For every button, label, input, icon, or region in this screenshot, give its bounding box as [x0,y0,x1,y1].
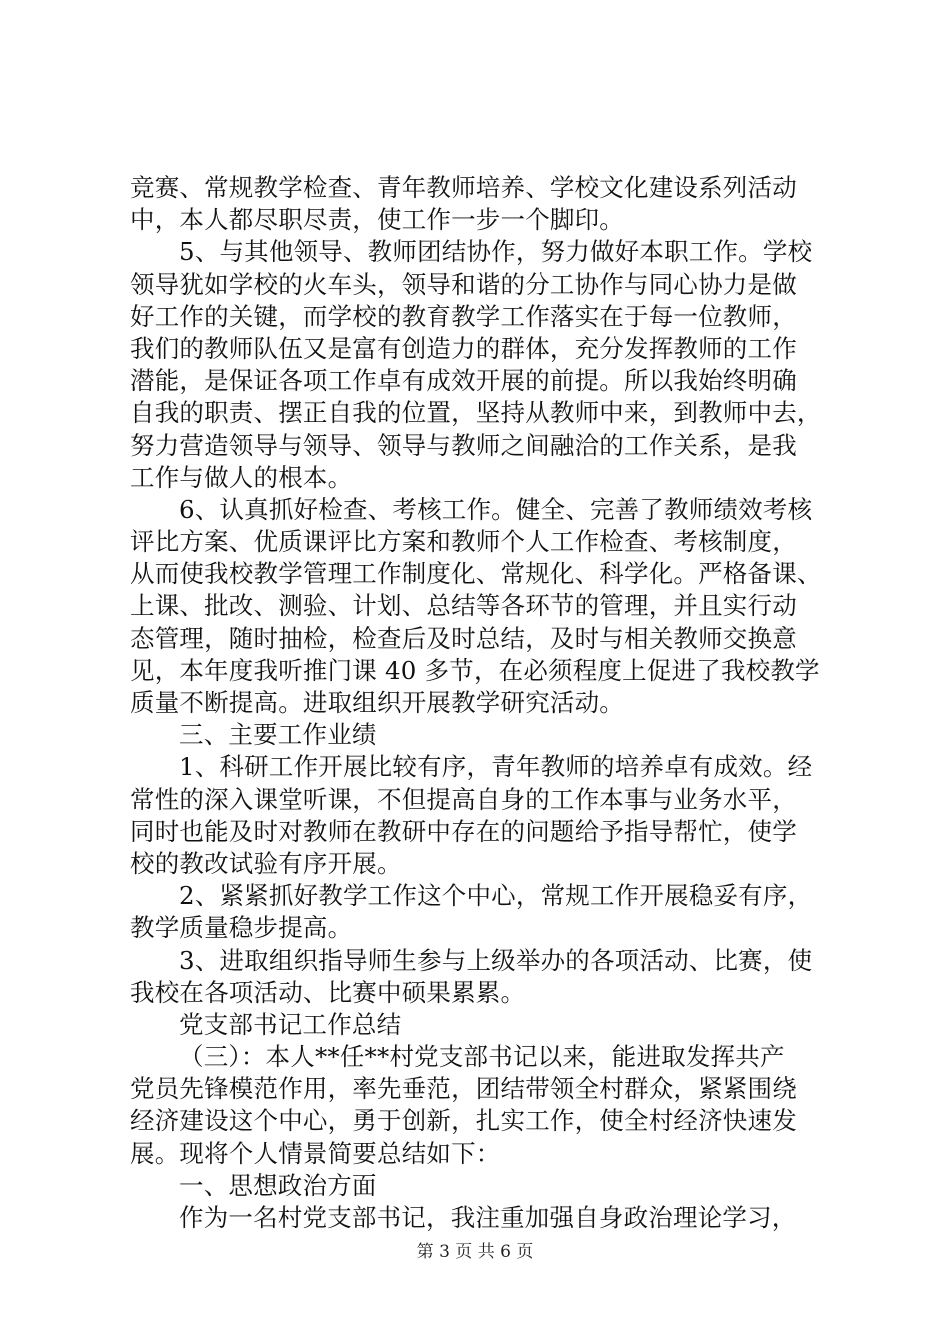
text-line: 从而使我校教学管理工作制度化、常规化、科学化。严格备课、 [130,559,822,589]
text-line: 一、思想政治方面 [179,1170,377,1200]
text-line: 我校在各项活动、比赛中硕果累累。 [130,977,526,1007]
text-line: 6、认真抓好检查、考核工作。健全、完善了教师绩效考核 [179,494,813,524]
text-line: 潜能，是保证各项工作卓有成效开展的前提。所以我始终明确 [130,366,797,396]
text-line: 1、科研工作开展比较有序，青年教师的培养卓有成效。经 [179,752,813,782]
text-line: 校的教改试验有序开展。 [130,848,402,878]
document-body [130,172,830,1234]
page-footer: 第 3 页 共 6 页 [416,1242,534,1262]
text-line: 我们的教师队伍又是富有创造力的群体，充分发挥教师的工作 [130,333,797,363]
text-line: 同时也能及时对教师在教研中存在的问题给予指导帮忙，使学 [130,816,797,846]
text-line: 态管理，随时抽检，检查后及时总结，及时与相关教师交换意 [130,623,797,653]
text-line: 好工作的关键，而学校的教育教学工作落实在于每一位教师， [130,301,797,331]
text-line: 领导犹如学校的火车头，领导和谐的分工协作与同心协力是做 [130,269,797,299]
text-line: 见，本年度我听推门课 40 多节，在必须程度上促进了我校教学 [130,655,820,685]
text-line: 常性的深入课堂听课，不但提高自身的工作本事与业务水平， [130,784,797,814]
text-line: 评比方案、优质课评比方案和教师个人工作检查、考核制度， [130,527,797,557]
text-line: 教学质量稳步提高。 [130,913,353,943]
text-line: 2、紧紧抓好教学工作这个中心，常规工作开展稳妥有序， [179,881,813,911]
text-line: 三、主要工作业绩 [179,720,377,750]
text-line: 作为一名村党支部书记，我注重加强自身政治理论学习， [179,1203,797,1232]
text-line: 质量不断提高。进取组织开展教学研究活动。 [130,688,624,717]
text-line: 上课、批改、测验、计划、总结等各环节的管理，并且实行动 [130,591,797,621]
text-line: 5、与其他领导、教师团结协作，努力做好本职工作。学校 [179,237,813,267]
text-line: 中，本人都尽职尽责，使工作一步一个脚印。 [130,205,624,235]
text-line: 经济建设这个中心，勇于创新，扎实工作，使全村经济快速发 [130,1106,797,1136]
text-line: 努力营造领导与领导、领导与教师之间融洽的工作关系，是我 [130,430,797,460]
text-line: 3、进取组织指导师生参与上级举办的各项活动、比赛，使 [179,945,813,975]
text-line: 工作与做人的根本。 [130,462,353,492]
text-line: 展。现将个人情景简要总结如下： [130,1138,501,1168]
text-line: 党支部书记工作总结 [179,1009,402,1039]
text-line: 自我的职责、摆正自我的位置，坚持从教师中来，到教师中去， [130,398,822,428]
text-line: 竞赛、常规教学检查、青年教师培养、学校文化建设系列活动 [130,173,797,202]
text-line: 党员先锋模范作用，率先垂范，团结带领全村群众，紧紧围绕 [130,1074,797,1104]
text-line: （三）：本人**任**村党支部书记以来，能进取发挥共产 [179,1042,785,1072]
